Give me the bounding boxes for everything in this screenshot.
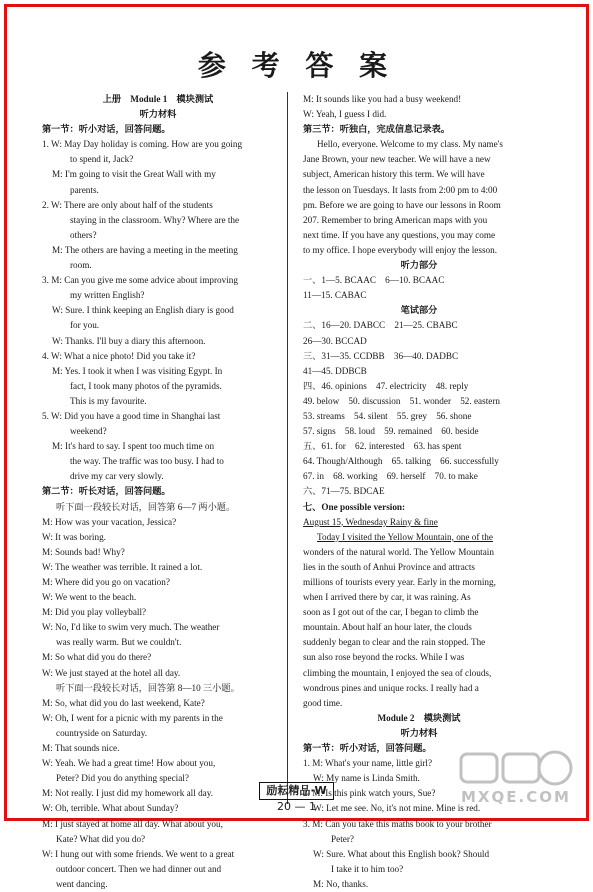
left-line: 上册 Module 1 模块测试 xyxy=(102,94,214,104)
right-line: 一、1—5. BCAAC 6—10. BCAAC xyxy=(303,275,445,286)
left-line: M: The others are having a meeting in the meeting xyxy=(52,244,238,255)
left-line: W: I hung out with some friends. We went to a great xyxy=(42,848,235,859)
right-line: 49. below 50. discussion 51. wonder 52. eastern xyxy=(303,395,500,406)
right-line: 53. streams 54. silent 55. grey 56. shone xyxy=(303,410,472,421)
right-line: 67. in 68. working 69. herself 70. to make xyxy=(303,471,478,482)
left-line: 5. W: Did you have a good time in Shanghai last xyxy=(42,410,221,421)
left-line: for you. xyxy=(70,320,100,331)
right-line: 第三节：听独白，完成信息记录表。 xyxy=(303,124,450,135)
left-column xyxy=(42,92,274,892)
left-line: W: Thanks. I'll buy a diary this afternoon. xyxy=(52,335,206,346)
left-line: 1. W: May Day holiday is coming. How are you going xyxy=(42,139,243,150)
right-line: 11—15. CABAC xyxy=(303,290,367,301)
left-line: room. xyxy=(70,260,92,271)
right-line: suddenly began to clear and the rain stopped. The xyxy=(303,637,486,648)
left-line: 4. W: What a nice photo! Did you take it? xyxy=(42,350,196,361)
right-line: 57. signs 58. loud 59. remained 60. beside xyxy=(303,426,479,437)
left-line: W: No, I'd like to swim very much. The weather xyxy=(42,622,220,633)
left-line: outdoor concert. Then we had dinner out and xyxy=(56,863,222,874)
column-divider xyxy=(287,92,288,804)
left-line: countryside on Saturday. xyxy=(56,727,148,738)
right-line: pm. Before we are going to have our lessons in Room xyxy=(303,199,501,210)
left-line: 第二节：听长对话，回答问题。 xyxy=(42,486,171,497)
left-line: 听下面一段较长对话，回答第 6—7 两小题。 xyxy=(56,501,236,512)
right-line: 41—45. DDBCB xyxy=(303,365,367,376)
left-line: was really warm. But we couldn't. xyxy=(56,637,182,648)
right-line: 207. Remember to bring American maps with you xyxy=(303,214,488,225)
left-line: Kate? What did you do? xyxy=(56,833,146,844)
right-line: Jane Brown, your new teacher. We will have a new xyxy=(303,154,491,165)
watermark-icon xyxy=(455,746,575,806)
right-line: good time. xyxy=(303,697,343,708)
right-line: W: My name is Linda Smith. xyxy=(313,773,420,784)
left-line: the way. The traffic was too busy. I had to xyxy=(70,456,224,467)
left-line: 听下面一段较长对话，回答第 8—10 三小题。 xyxy=(56,682,240,693)
left-line: 第一节：听小对话，回答问题。 xyxy=(42,124,171,135)
right-line: 六、71—75. BDCAE xyxy=(303,486,385,497)
left-line: M: It's hard to say. I spent too much time on xyxy=(52,441,215,452)
left-line: M: How was your vacation, Jessica? xyxy=(42,516,177,527)
right-line: wonders of the natural world. The Yellow Mountain xyxy=(303,546,494,557)
left-line: staying in the classroom. Why? Where are the xyxy=(70,214,240,225)
left-line: M: Where did you go on vacation? xyxy=(42,577,170,587)
left-line: M: Did you play volleyball? xyxy=(42,607,147,618)
right-line: mountain. About half an hour later, the clouds xyxy=(303,622,472,633)
right-line: next time. If you have any questions, you may come xyxy=(303,229,496,240)
right-line: W: Sure. What about this English book? Should xyxy=(313,848,490,859)
right-line: Module 2 模块测试 xyxy=(377,712,461,723)
left-line: M: I'm going to visit the Great Wall with my xyxy=(52,169,216,180)
right-line: 听力材料 xyxy=(400,727,438,738)
left-line: M: Yes. I took it when I was visiting Egypt. In xyxy=(52,365,223,376)
left-line: W: We just stayed at the hotel all day. xyxy=(42,667,181,678)
right-line: Today I visited the Yellow Mountain, one of the xyxy=(317,531,493,542)
right-line: I take it to him too? xyxy=(331,863,404,874)
left-line: 听力材料 xyxy=(139,109,177,120)
svg-text:MXQE.COM: MXQE.COM xyxy=(461,788,571,806)
left-line: parents. xyxy=(70,184,99,195)
right-line: lies in the south of Anhui Province and attracts xyxy=(303,561,475,572)
left-line: Peter? Did you do anything special? xyxy=(56,773,189,784)
right-line: W: Yeah, I guess I did. xyxy=(303,109,387,120)
left-line: to spend it, Jack? xyxy=(70,154,134,165)
right-line: 二、16—20. DABCC 21—25. CBABC xyxy=(303,320,458,331)
left-line: M: So what did you do there? xyxy=(42,652,152,663)
left-line: fact, I took many photos of the pyramids. xyxy=(70,380,222,391)
left-line: 2. W: There are only about half of the students xyxy=(42,199,213,210)
right-line: 笔试部分 xyxy=(400,305,438,316)
left-line: W: Oh, I went for a picnic with my parents in the xyxy=(42,712,223,723)
right-line: 1. M: What's your name, little girl? xyxy=(303,758,433,769)
page-number: 20 — 1 xyxy=(277,800,316,813)
right-line: M: No, thanks. xyxy=(313,878,369,889)
right-line: 七、One possible version: xyxy=(303,501,406,512)
left-line: W: The weather was terrible. It rained a lot. xyxy=(42,561,203,572)
right-line: 26—30. BCCAD xyxy=(303,335,367,346)
left-line: M: I just stayed at home all day. What about you, xyxy=(42,818,223,829)
left-line: others? xyxy=(70,229,97,240)
right-line: M: It sounds like you had a busy weekend! xyxy=(303,94,462,104)
right-line: Peter? xyxy=(331,833,354,844)
left-line: went dancing. xyxy=(56,878,108,889)
publisher-logo: 励耘精品·W xyxy=(259,782,333,800)
right-line: to my office. I hope everybody will enjoy the lesson. xyxy=(303,244,498,255)
watermark-logo xyxy=(455,746,575,811)
right-line: August 15, Wednesday Rainy & fine xyxy=(303,516,438,527)
left-line: M: So, what did you do last weekend, Kate? xyxy=(42,697,205,708)
right-line: the lesson on Tuesdays. It lasts from 2:00 pm to 4:00 xyxy=(303,184,498,195)
right-line: 2. M: Is this pink watch yours, Sue? xyxy=(303,788,436,799)
right-line: millions of tourists every year. Early in the morning, xyxy=(303,577,496,587)
left-line: M: Sounds bad! Why? xyxy=(42,546,125,557)
left-line: W: Sure. I think keeping an English diary is good xyxy=(52,305,234,316)
right-line: 五、61. for 62. interested 63. has spent xyxy=(303,441,462,452)
right-line: soon as I got out of the car, I began to climb the xyxy=(303,607,479,618)
right-line: sun also rose beyond the rocks. While I was xyxy=(303,652,465,663)
left-line: my written English? xyxy=(70,290,145,301)
right-line: 三、31—35. CCDBB 36—40. DADBC xyxy=(303,350,459,361)
right-line: 第一节：听小对话，回答问题。 xyxy=(303,743,432,754)
page-title: 参 考 答 案 xyxy=(197,49,396,82)
left-line: W: Oh, terrible. What about Sunday? xyxy=(42,803,179,814)
right-line: 听力部分 xyxy=(400,260,438,271)
right-line: 四、46. opinions 47. electricity 48. reply xyxy=(303,380,469,391)
left-line: W: Yeah. We had a great time! How about you, xyxy=(42,758,216,769)
left-line: weekend? xyxy=(70,426,107,437)
left-line: W: It was boring. xyxy=(42,531,106,542)
left-line: This is my favourite. xyxy=(70,395,147,406)
left-line: W: We went to the beach. xyxy=(42,592,137,603)
right-line: when I arrived there by car, it was raining. As xyxy=(303,592,471,603)
left-line: M: Not really. I just did my homework all day. xyxy=(42,788,214,799)
right-line: W: Let me see. No, it's not mine. Mine is red. xyxy=(313,803,481,814)
right-line: subject, American history this term. We will have xyxy=(303,169,485,180)
right-line: Hello, everyone. Welcome to my class. My name's xyxy=(317,139,503,150)
left-line: 3. M: Can you give me some advice about improving xyxy=(42,275,238,286)
right-line: climbing the mountain, I enjoyed the sea of clouds, xyxy=(303,667,492,678)
left-line: drive my car very slowly. xyxy=(70,471,164,482)
right-line: 3. M: Can you take this maths book to your brother xyxy=(303,818,492,829)
right-line: 64. Though/Although 65. talking 66. successfully xyxy=(303,456,499,467)
right-line: wondrous pines and unique rocks. I really had a xyxy=(303,682,479,693)
left-line: M: That sounds nice. xyxy=(42,743,120,754)
